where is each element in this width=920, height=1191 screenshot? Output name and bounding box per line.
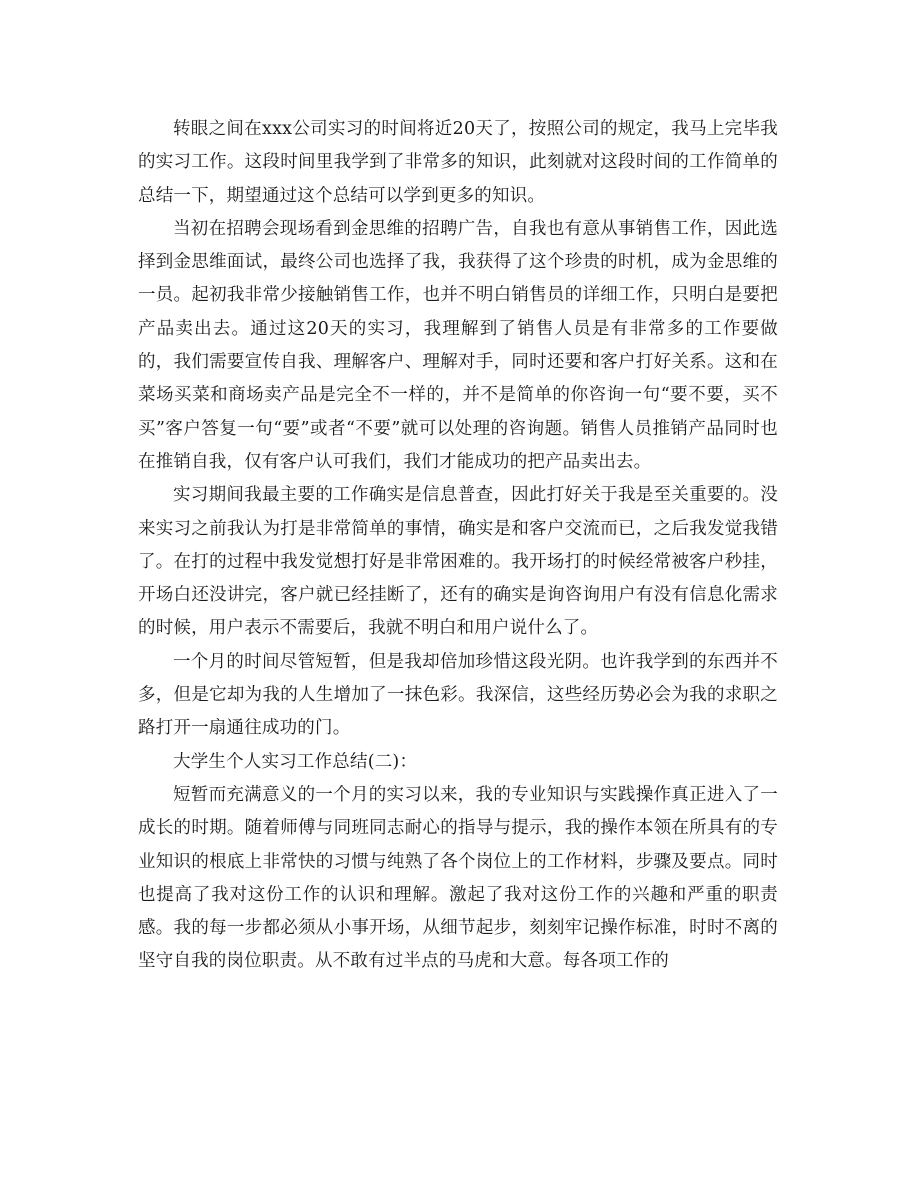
section-heading: 大学生个人实习工作总结(二)： <box>173 751 418 772</box>
paragraph: 一个月的时间尽管短暂，但是我却倍加珍惜这段光阴。也许我学到的东西并不多，但是它却为我的人生增加了一抹色彩。我深信，这些经历势必会为我的求职之路打开一扇通往成功的门。 <box>138 651 778 739</box>
paragraph: 实习期间我最主要的工作确实是信息普查，因此打好关于我是至关重要的。没来实习之前我认为打是非常简单的事情，确实是和客户交流而已，之后我发觉我错了。在打的过程中我发觉想打好是非常困难的。我开场打的时候经常被客户秒挂，开场白还没讲完，客户就已经挂断了，还有的确实是询咨询用户有没有信息化需求的时候，用户表示不需要后，我就不明白和用户说什么了。 <box>138 485 778 639</box>
document-body <box>138 113 778 979</box>
paragraph: 短暂而充满意义的一个月的实习以来，我的专业知识与实践操作真正进入了一成长的时期。随着师傅与同班同志耐心的指导与提示，我的操作本领在所具有的专业知识的根底上非常快的习惯与纯熟了各个岗位上的工作材料，步骤及要点。同时也提高了我对这份工作的认识和理解。激起了我对这份工作的兴趣和严重的职责感。我的每一步都必须从小事开场，从细节起步，刻刻牢记操作标准，时时不离的坚守自我的岗位职责。从不敢有过半点的马虎和大意。每各项工作的 <box>138 784 778 972</box>
paragraph: 转眼之间在xxx公司实习的时间将近20天了，按照公司的规定，我马上完毕我的实习工作。这段时间里我学到了非常多的知识，此刻就对这段时间的工作简单的总结一下，期望通过这个总结可以学到更多的知识。 <box>138 119 778 206</box>
paragraph: 当初在招聘会现场看到金思维的招聘广告，自我也有意从事销售工作，因此选择到金思维面试，最终公司也选择了我，我获得了这个珍贵的时机，成为金思维的一员。起初我非常少接触销售工作，也并不明白销售员的详细工作，只明白是要把产品卖出去。通过这20天的实习，我理解到了销售人员是有非常多的工作要做的，我们需要宣传自我、理解客户、理解对手，同时还要和客户打好关系。这和在菜场买菜和商场卖产品是完全不一样的，并不是简单的你咨询一句“要不要，买不买”客户答复一句“要”或者“不要”就可以处理的咨询题。销售人员推销产品同时也在推销自我，仅有客户认可我们，我们才能成功的把产品卖出去。 <box>138 218 778 472</box>
